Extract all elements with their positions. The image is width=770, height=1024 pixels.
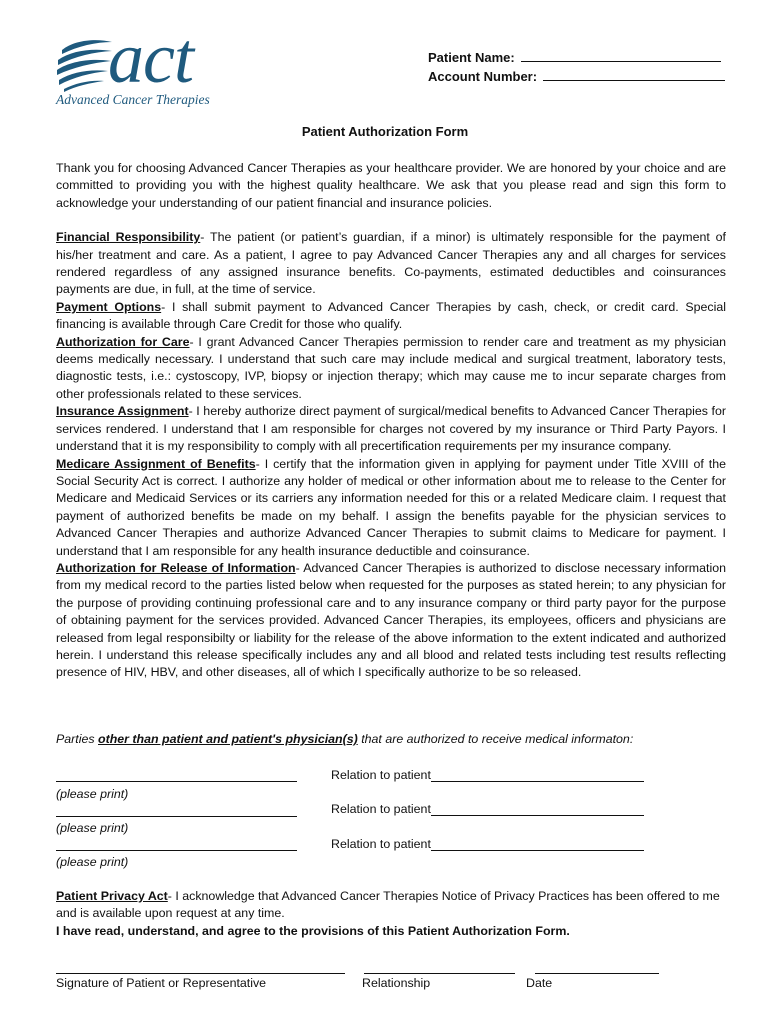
relation-label: Relation to patient [331, 802, 431, 816]
section-body: - I shall submit payment to Advanced Cancer Therapies by cash, check, or credit card. Special financing is available through Care Credit for those who qualify. [56, 299, 726, 332]
privacy-section [56, 888, 726, 940]
signature-label: Signature of Patient or Representative [56, 976, 267, 990]
relation-field [331, 768, 644, 782]
section-heading: Authorization for Release of Information [56, 560, 296, 575]
section-authorization-care [56, 334, 726, 404]
form-body [56, 160, 726, 682]
patient-name-label: Patient Name: [428, 50, 515, 65]
section-body: - I acknowledge that Advanced Cancer Therapies Notice of Privacy Practices has been offered to me and is available upon request at any time. [56, 889, 720, 921]
section-body: - I grant Advanced Cancer Therapies permission to render care and treatment as my physician deems medically necessary. I understand that such care may include medical and surgical treatment, laboratory tests, diagnostic tests, i.e.: cystoscopy, IVP, biopsy or injection therapy; which may cause me to incur separate charges from other professionals related to these services. [56, 334, 726, 401]
account-number-label: Account Number: [428, 69, 538, 84]
section-payment [56, 299, 726, 334]
please-print-label: (please print) [56, 821, 129, 835]
relation-input[interactable] [431, 803, 644, 816]
relation-input[interactable] [431, 838, 644, 851]
section-body: - I certify that the information given in applying for payment under Title XVIII of the Social Security Act is correct. I authorize any holder of medical or other information about me to release to the Center for Medicare and Medicaid Services or its carriers any information needed for this or a related Medicare claim. I request that payment of authorized benefits be made on my behalf. I assign the benefits payable for the physician services to Advanced Cancer Therapies and authorize Advanced Cancer Therapies to submit claims to Medicare for payment. I understand that I am responsible for any health insurance deductible and coinsurance. [56, 456, 726, 558]
relationship-field[interactable] [364, 973, 515, 974]
patient-info [428, 48, 725, 86]
section-body: - I hereby authorize direct payment of surgical/medical benefits to Advanced Cancer Therapies for services rendered. I understand that I am responsible for charges not covered by my insurance or Third Party Payors. I understand that it is my responsibility to comply with all precertification requirements per my insurance company. [56, 404, 726, 454]
section-heading: Financial Responsibility [56, 230, 201, 245]
section-medicare [56, 456, 726, 560]
party-name-field[interactable] [56, 781, 297, 782]
signature-field[interactable] [56, 973, 345, 974]
please-print-label: (please print) [56, 855, 129, 869]
date-field[interactable] [535, 973, 659, 974]
parties-emphasis: other than patient and patient's physician(s) [98, 732, 358, 746]
section-insurance [56, 403, 726, 455]
section-heading: Payment Options [56, 299, 162, 314]
parties-instruction [56, 732, 633, 746]
relation-field [331, 802, 644, 816]
privacy-paragraph [56, 888, 726, 923]
intro-paragraph: Thank you for choosing Advanced Cancer Therapies as your healthcare provider. We are honored by your choice and are committed to providing you with the highest quality healthcare. We ask that you please read and sign this form to acknowledge your understanding of our patient financial and insurance policies. [56, 161, 726, 210]
company-logo [56, 18, 228, 110]
section-heading: Patient Privacy Act [56, 889, 168, 903]
section-heading: Medicare Assignment of Benefits [56, 456, 256, 471]
please-print-label: (please print) [56, 787, 129, 801]
form-title: Patient Authorization Form [301, 124, 469, 139]
section-financial [56, 229, 726, 299]
relationship-label: Relationship [362, 976, 431, 990]
logo-swoosh-icon [56, 36, 114, 92]
section-heading: Insurance Assignment [56, 404, 189, 419]
section-body: - Advanced Cancer Therapies is authorized to disclose necessary information from my medical record to the parties listed below when requested for the purposes as stated herein; to any physician for the purpose of providing continuing professional care and to any insurance company or third party payor for the purpose of obtaining payment for the services provided. Advanced Cancer Therapies, its employees, officers and physicians are released from legal responsibilty or liability for the release of the above information to the extent indicated and authorized herein. I understand this release specifically includes any and all blood and related tests including test results reflecting presence of HIV, HBV, and other diseases, all of which I specifically authorize to be so released. [56, 560, 726, 680]
party-name-field[interactable] [56, 850, 297, 851]
logo-wordmark: act [108, 18, 193, 98]
party-name-field[interactable] [56, 816, 297, 817]
section-release [56, 560, 726, 682]
relation-label: Relation to patient [331, 768, 431, 782]
section-body: - The patient (or patient’s guardian, if a minor) is ultimately responsible for the payment of his/her treatment and care. As a patient, I agree to pay Advanced Cancer Therapies any and all charges for services rendered regardless of any assigned insurance benefits. Co-payments, estimated deductibles and coinsurances payments are due, in full, at the time of service. [56, 230, 727, 297]
parties-prefix: Parties [56, 732, 99, 746]
relation-label: Relation to patient [331, 837, 431, 851]
parties-suffix: that are authorized to receive medical informaton: [357, 732, 634, 746]
section-heading: Authorization for Care [56, 334, 190, 349]
relation-input[interactable] [431, 769, 644, 782]
relation-field [331, 837, 644, 851]
date-label: Date [526, 976, 553, 990]
agreement-statement: I have read, understand, and agree to the provisions of this Patient Authorization Form. [56, 923, 570, 938]
logo-subtitle: Advanced Cancer Therapies [56, 92, 210, 107]
patient-name-field[interactable] [521, 48, 721, 62]
account-number-field[interactable] [543, 67, 725, 81]
